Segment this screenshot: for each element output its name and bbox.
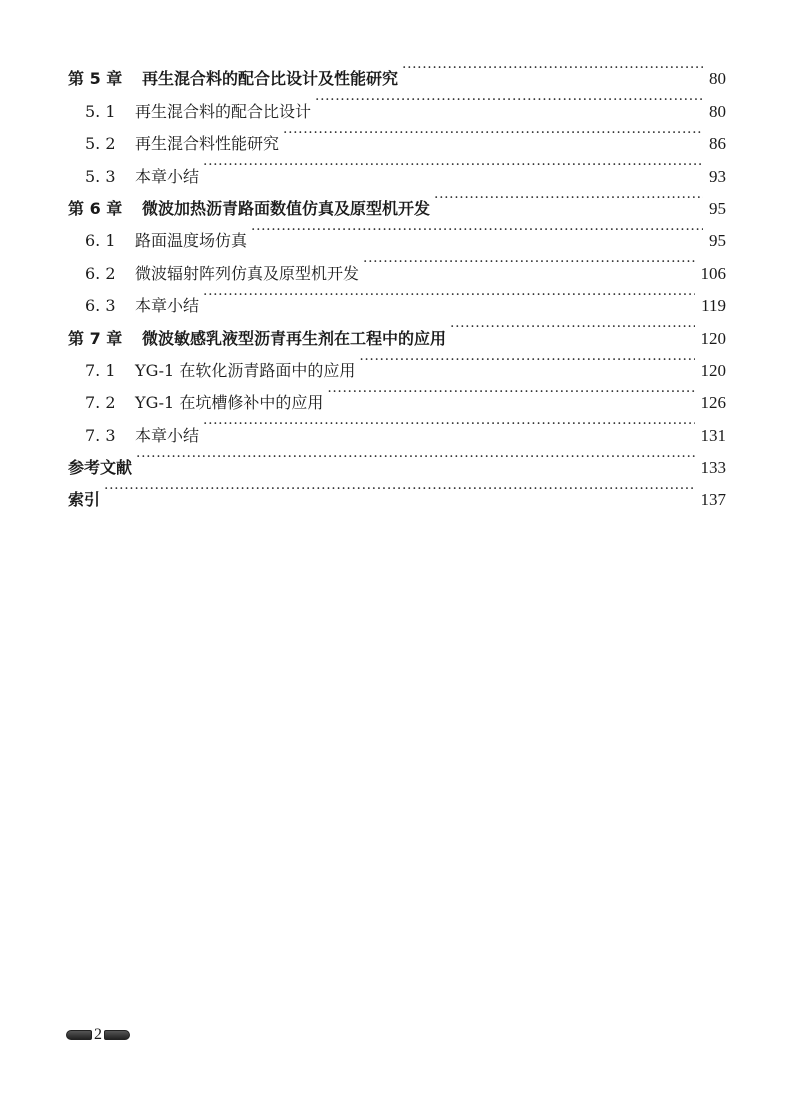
section-number: 7. 1 xyxy=(85,360,116,380)
page-number: 80 xyxy=(709,69,726,89)
section-title: 微波辐射阵列仿真及原型机开发 xyxy=(135,263,360,283)
toc-references[interactable] xyxy=(68,441,726,478)
section-title: 再生混合料的配合比设计 xyxy=(135,101,312,121)
leader-dots xyxy=(104,473,694,505)
leader-dots xyxy=(363,246,694,278)
section-title: 本章小结 xyxy=(135,296,200,316)
page-number: 120 xyxy=(700,328,726,348)
page-number: 126 xyxy=(700,393,726,413)
leader-dots xyxy=(327,376,694,408)
leader-dots xyxy=(203,408,694,440)
footer-ornament-right xyxy=(104,1030,130,1040)
page-number: 120 xyxy=(700,360,726,380)
section-title: 再生混合料性能研究 xyxy=(135,134,280,154)
page-number: 137 xyxy=(700,490,726,510)
page-number: 131 xyxy=(700,425,726,445)
page-footer xyxy=(66,1026,130,1044)
page-number: 106 xyxy=(700,263,726,283)
leader-dots xyxy=(450,311,694,343)
leader-dots xyxy=(315,84,703,116)
references-title: 参考文献 xyxy=(68,458,133,478)
footer-page-number: 2 xyxy=(94,1026,102,1043)
section-title: 本章小结 xyxy=(135,425,200,445)
chapter-number: 第 6 章 xyxy=(68,198,123,218)
toc-index[interactable] xyxy=(68,473,726,510)
page-number: 119 xyxy=(701,296,726,316)
leader-dots xyxy=(402,52,703,84)
page-number: 93 xyxy=(709,166,726,186)
table-of-contents xyxy=(68,52,726,510)
page-number: 86 xyxy=(709,134,726,154)
section-number: 6. 2 xyxy=(85,263,116,283)
page-number: 95 xyxy=(709,198,726,218)
section-title: YG-1 在软化沥青路面中的应用 xyxy=(135,360,356,380)
leader-dots xyxy=(203,279,695,311)
toc-chapter-5[interactable] xyxy=(68,52,726,89)
leader-dots xyxy=(136,441,694,473)
page-number: 95 xyxy=(709,231,726,251)
section-number: 5. 3 xyxy=(85,166,116,186)
index-title: 索引 xyxy=(68,490,101,510)
leader-dots xyxy=(251,214,703,246)
page-number: 133 xyxy=(700,458,726,478)
leader-dots xyxy=(203,149,703,181)
chapter-title: 再生混合料的配合比设计及性能研究 xyxy=(142,69,399,89)
footer-ornament-left xyxy=(66,1030,92,1040)
section-number: 5. 1 xyxy=(85,101,116,121)
chapter-number: 第 5 章 xyxy=(68,69,123,89)
page-number: 80 xyxy=(709,101,726,121)
leader-dots xyxy=(283,117,703,149)
section-title: YG-1 在坑槽修补中的应用 xyxy=(135,393,324,413)
section-number: 6. 1 xyxy=(85,231,116,251)
leader-dots xyxy=(359,344,694,376)
section-number: 7. 2 xyxy=(85,393,116,413)
section-title: 本章小结 xyxy=(135,166,200,186)
chapter-number: 第 7 章 xyxy=(68,328,123,348)
leader-dots xyxy=(434,182,703,214)
section-number: 7. 3 xyxy=(85,425,116,445)
section-number: 6. 3 xyxy=(85,296,116,316)
section-title: 路面温度场仿真 xyxy=(135,231,248,251)
section-number: 5. 2 xyxy=(85,134,116,154)
chapter-title: 微波敏感乳液型沥青再生剂在工程中的应用 xyxy=(142,328,447,348)
chapter-title: 微波加热沥青路面数值仿真及原型机开发 xyxy=(142,198,431,218)
